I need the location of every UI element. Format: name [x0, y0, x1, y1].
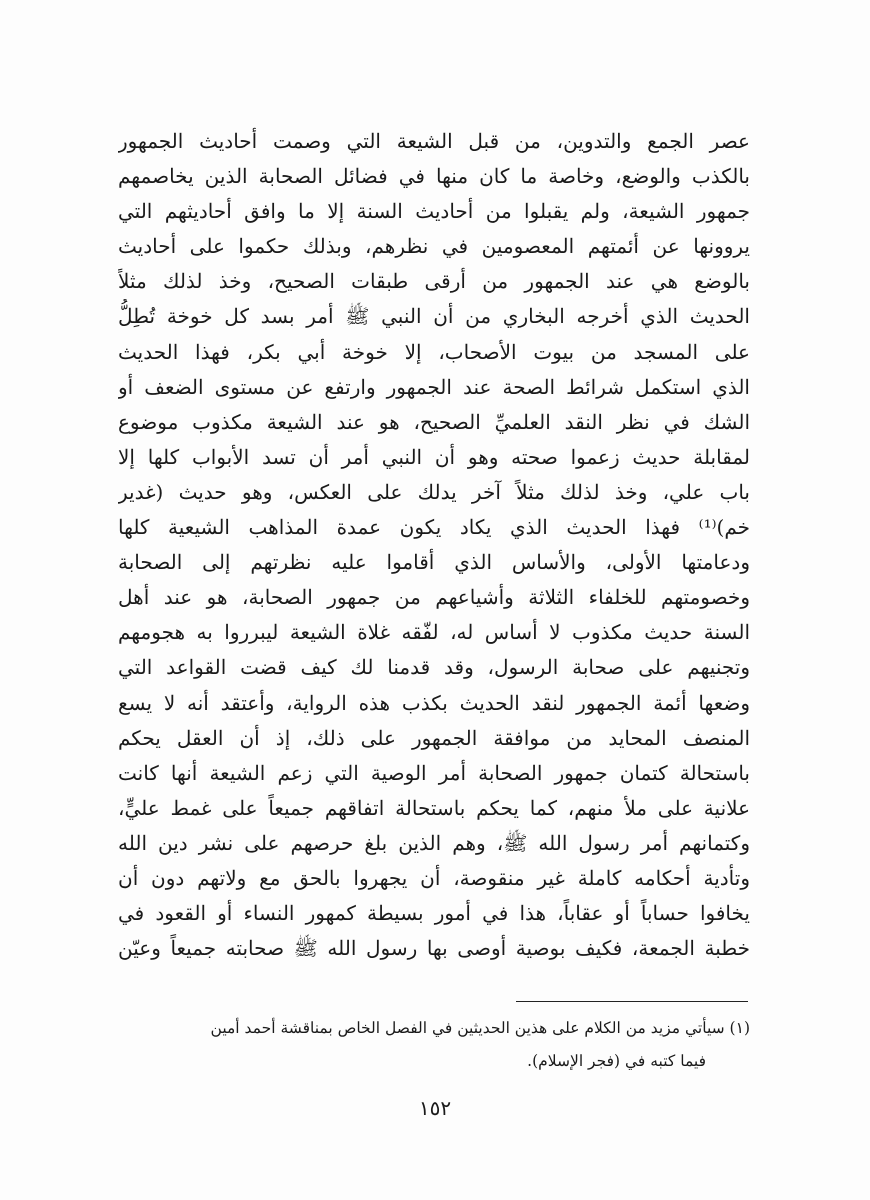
body-line: جمهور الشيعة، ولم يقبلوا من أحاديث السنة إلا ما وافق أحاديثهم التي — [118, 199, 750, 224]
body-line: علانية على ملأ منهم، كما يحكم باستحالة اتفاقهم جميعاً على غمط عليٍّ، — [118, 795, 750, 820]
footnotes — [118, 1012, 750, 1078]
body-line: خطبة الجمعة، فكيف بوصية أوصى بها رسول الله ﷺ صحابته جميعاً وعيّن — [118, 936, 750, 961]
footnote-line: فيما كتبه في (فجر الإسلام). — [527, 1052, 706, 1070]
page-number: ١٥٢ — [418, 1096, 452, 1120]
body-line: لمقابلة حديث زعموا صحته وهو أن النبي أمر أن تسد الأبواب كلها إلا — [118, 444, 750, 469]
body-line: ودعامتها الأولى، والأساس الذي أقاموا عليه نظرتهم إلى الصحابة — [118, 550, 750, 575]
body-line: الحديث الذي أخرجه البخاري من أن النبي ﷺ أمر بسد كل خوخة تُطِلُّ — [118, 304, 750, 329]
body-line: بالوضع هي عند الجمهور من أرقى طبقات الصحيح، وخذ لذلك مثلاً — [118, 269, 750, 294]
body-line: المنصف المحايد من موافقة الجمهور على ذلك، إذ أن العقل يحكم — [118, 725, 750, 750]
body-line: السنة حديث مكذوب لا أساس له، لفّقه غلاة الشيعة ليبرروا به هجومهم — [118, 620, 750, 645]
body-line: باستحالة كتمان جمهور الصحابة أمر الوصية التي زعم الشيعة أنها كانت — [118, 760, 750, 785]
body-line: وتجنيهم على صحابة الرسول، وقد قدمنا لك كيف قضت القواعد التي — [118, 655, 750, 680]
body-line: وخصومتهم للخلفاء الثلاثة وأشياعهم من جمهور الصحابة، هو عند أهل — [118, 585, 750, 610]
body-line: بالكذب والوضع، وخاصة ما كان منها في فضائل الصحابة الذين يخاصمهم — [118, 164, 750, 189]
body-line: يخافوا حساباً أو عقاباً، هذا في أمور بسيطة كمهور النساء أو القعود في — [118, 901, 750, 926]
body-line: يروونها عن أئمتهم المعصومين في نظرهم، وبذلك حكموا على أحاديث — [118, 234, 750, 259]
body-line: خم)⁽¹⁾ فهذا الحديث الذي يكاد يكون عمدة المذاهب الشيعية كلها — [118, 515, 750, 540]
body-line: الشك في نظر النقد العلميِّ الصحيح، هو عند الشيعة مكذوب موضوع — [118, 409, 750, 434]
footnote-separator — [516, 1001, 748, 1002]
body-text — [118, 124, 750, 966]
footnote-line: (١) سيأتي مزيد من الكلام على هذين الحديثين في الفصل الخاص بمناقشة أحمد أمين — [210, 1019, 750, 1037]
body-line: باب علي، وخذ لذلك مثلاً آخر يدلك على العكس، وهو حديث (غدير — [118, 479, 750, 504]
body-line: وضعها أئمة الجمهور لنقد الحديث بكذب هذه الرواية، وأعتقد أنه لا يسع — [118, 690, 750, 715]
body-line: وتأدية أحكامه كاملة غير منقوصة، أن يجهروا بالحق مع ولاتهم دون أن — [118, 865, 750, 890]
body-line: الذي استكمل شرائط الصحة عند الجمهور وارتفع عن مستوى الضعف أو — [118, 374, 750, 399]
body-line: على المسجد من بيوت الأصحاب، إلا خوخة أبي بكر، فهذا الحديث — [118, 339, 750, 364]
body-line: عصر الجمع والتدوين، من قبل الشيعة التي وصمت أحاديث الجمهور — [118, 129, 750, 153]
body-line: وكتمانهم أمر رسول الله ﷺ، وهم الذين بلغ حرصهم على نشر دين الله — [118, 830, 750, 855]
